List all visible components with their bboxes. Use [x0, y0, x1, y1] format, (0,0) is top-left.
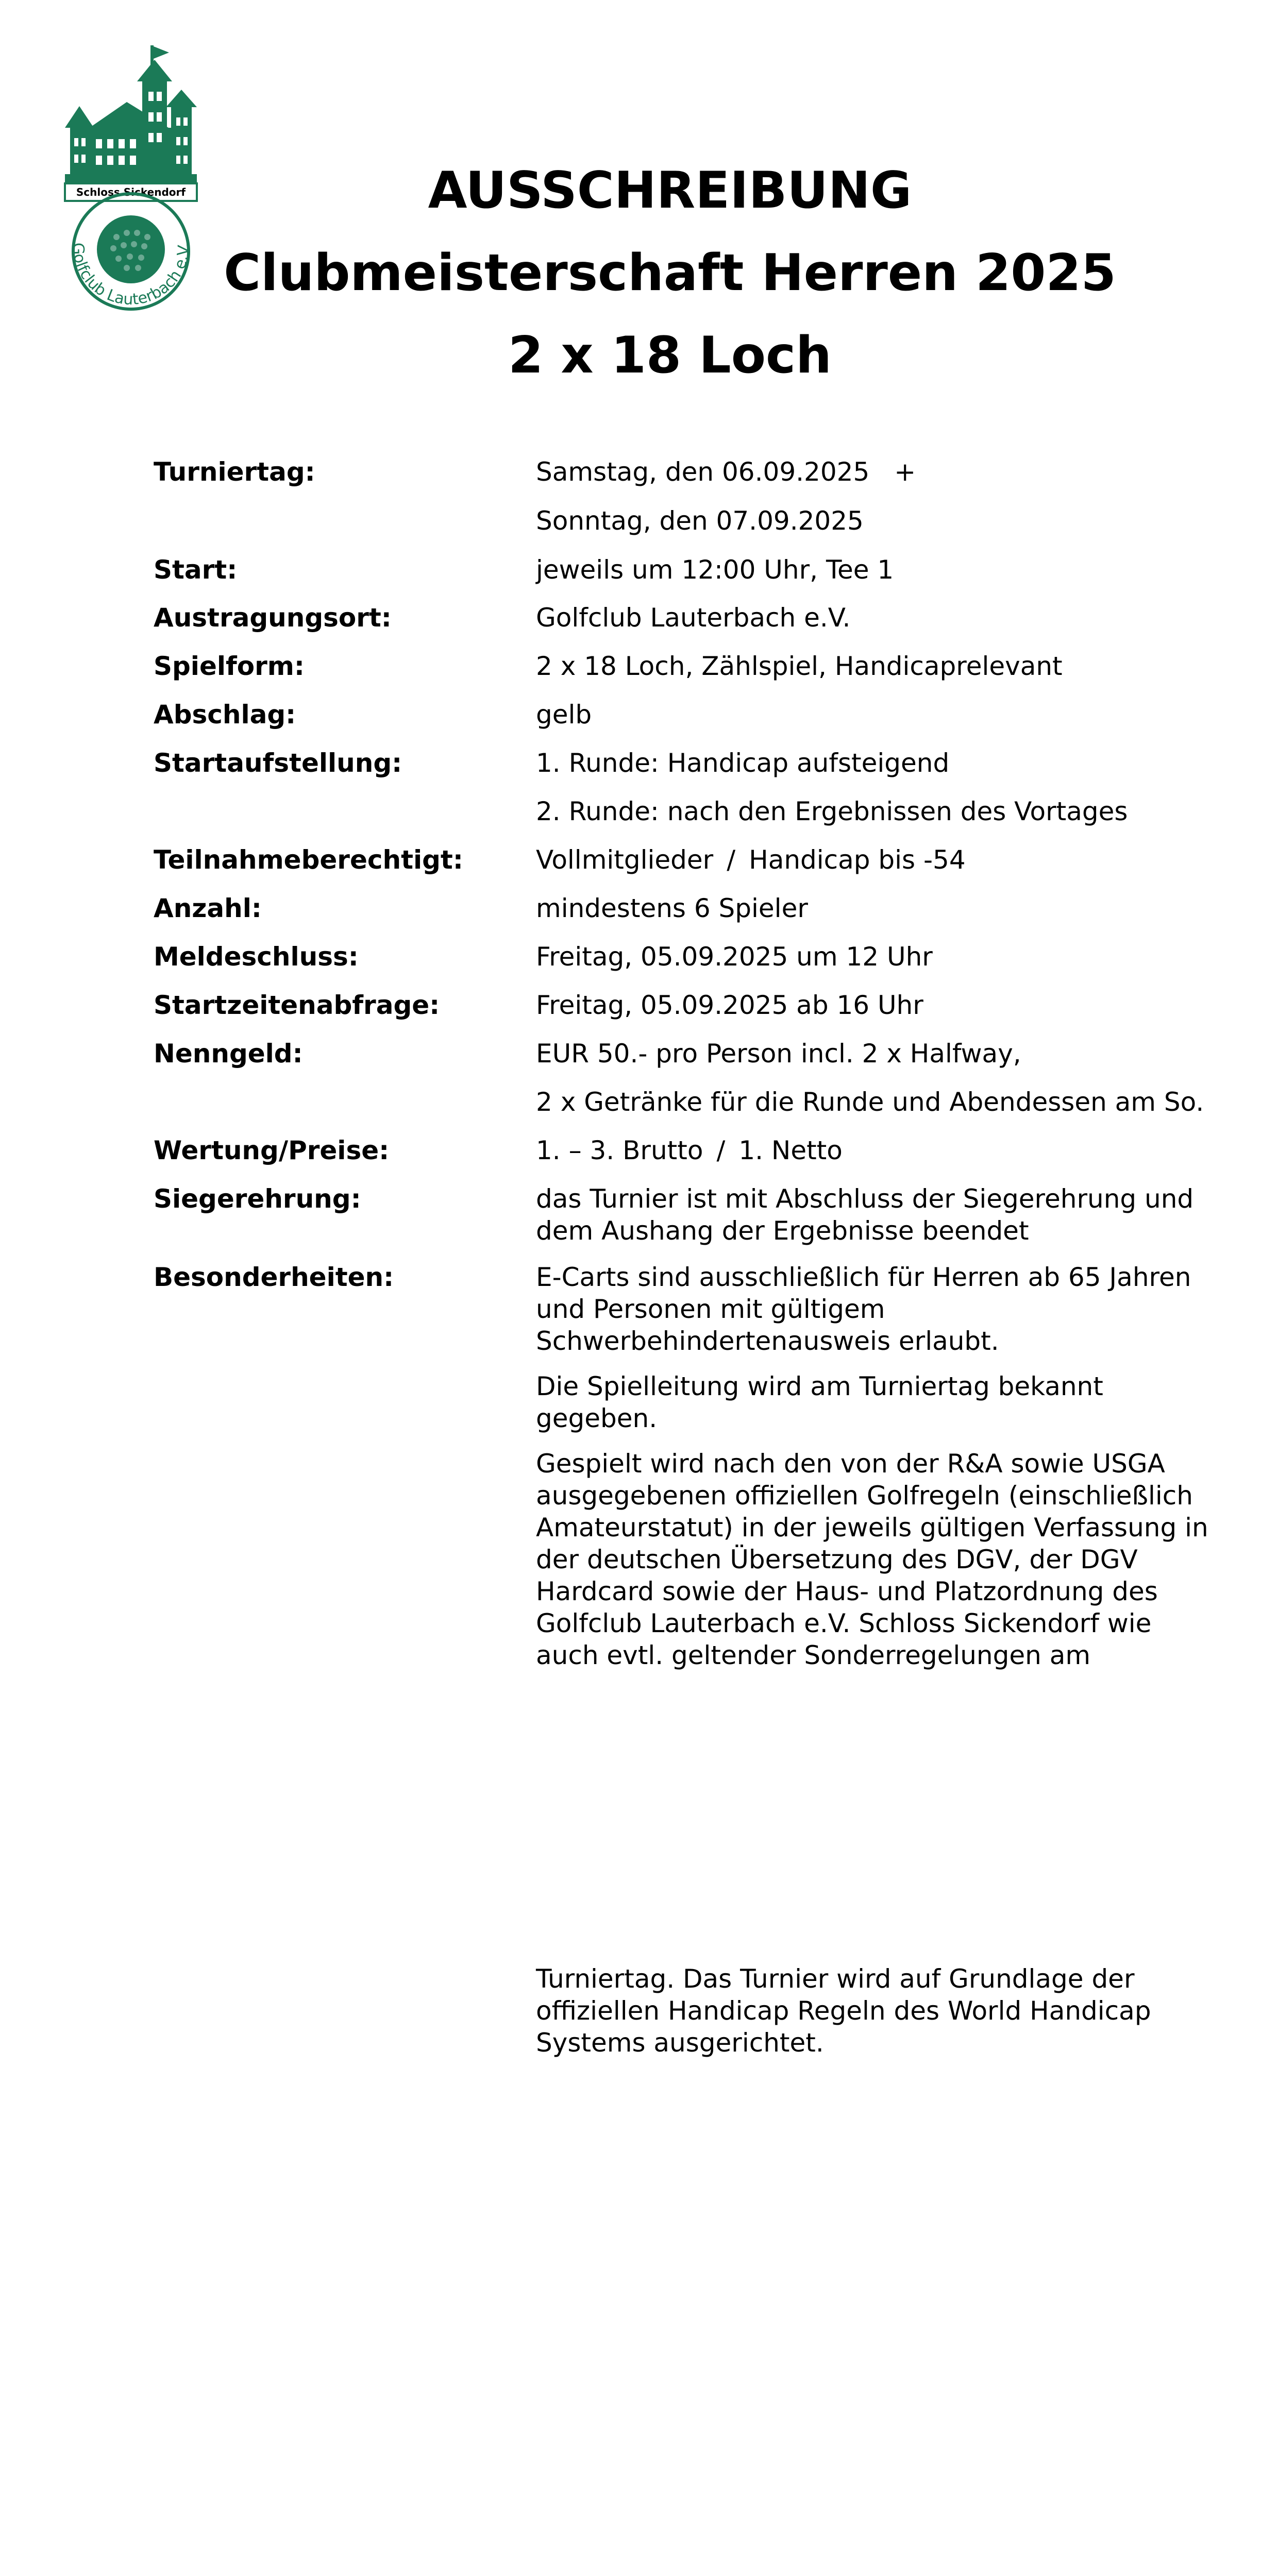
- logo-ring-text: Golfclub Lauterbach e.V.: [69, 242, 193, 309]
- value-turniertag-day2: Sonntag, den 07.09.2025: [536, 506, 864, 536]
- besonderheiten-line: Gespielt wird nach den von der R&A sowie USGA: [536, 1449, 1165, 1479]
- besonderheiten-line: und Personen mit gültigem: [536, 1294, 885, 1324]
- besonderheiten-whs: [536, 1963, 1201, 2059]
- title-ausschreibung: AUSSCHREIBUNG: [428, 161, 912, 220]
- value-teilnahme-separator: /: [727, 845, 736, 875]
- besonderheiten-line: Die Spielleitung wird am Turniertag bekannt: [536, 1371, 1103, 1401]
- value-meldeschluss: Freitag, 05.09.2025 um 12 Uhr: [536, 942, 933, 972]
- besonderheiten-golfregeln: [536, 1448, 1208, 1671]
- besonderheiten-ecarts: [536, 1261, 1201, 1357]
- value-wertung-netto: 1. Netto: [738, 1136, 843, 1165]
- besonderheiten-line: Schwerbehindertenausweis erlaubt.: [536, 1326, 999, 1356]
- label-siegerehrung: Siegerehrung:: [154, 1184, 361, 1214]
- label-teilnahmeberechtigt: Teilnahmeberechtigt:: [154, 845, 463, 875]
- label-startzeitenabfrage: Startzeitenabfrage:: [154, 990, 440, 1020]
- golf-ball-icon: [97, 215, 165, 283]
- document-title: [196, 149, 1144, 397]
- label-meldeschluss: Meldeschluss:: [154, 942, 359, 972]
- besonderheiten-line: gegeben.: [536, 1403, 658, 1433]
- value-austragungsort: Golfclub Lauterbach e.V.: [536, 603, 851, 633]
- besonderheiten-line: ausgegebenen offiziellen Golfregeln (einschließlich: [536, 1481, 1193, 1511]
- besonderheiten-line: auch evtl. geltender Sonderregelungen am: [536, 1640, 1091, 1670]
- value-wertung-brutto: 1. – 3. Brutto: [536, 1136, 703, 1165]
- value-nenngeld-line2: 2 x Getränke für die Runde und Abendessen am So.: [536, 1087, 1204, 1117]
- besonderheiten-line: Amateurstatut) in der jeweils gültigen Verfassung in: [536, 1513, 1208, 1543]
- besonderheiten-line: Hardcard sowie der Haus- und Platzordnung des: [536, 1577, 1158, 1606]
- value-teilnahme-handicap: Handicap bis -54: [749, 845, 966, 875]
- besonderheiten-line: offiziellen Handicap Regeln des World Handicap: [536, 1996, 1151, 2026]
- besonderheiten-line: Golfclub Lauterbach e.V. Schloss Sickendorf wie: [536, 1608, 1152, 1638]
- siegerehrung-line: dem Aushang der Ergebnisse beendet: [536, 1216, 1029, 1246]
- value-wertung-separator: /: [716, 1136, 726, 1165]
- label-nenngeld: Nenngeld:: [154, 1039, 303, 1069]
- label-abschlag: Abschlag:: [154, 700, 296, 730]
- title-event: Clubmeisterschaft Herren 2025: [224, 244, 1116, 302]
- siegerehrung-line: das Turnier ist mit Abschluss der Siegerehrung und: [536, 1184, 1194, 1214]
- label-start: Start:: [154, 555, 238, 585]
- logo-banner-text: Schloss Sickendorf: [76, 186, 186, 198]
- value-siegerehrung: [536, 1183, 1201, 1247]
- club-logo: [49, 45, 214, 313]
- value-teilnahme-mitglieder: Vollmitglieder: [536, 845, 714, 875]
- value-nenngeld-line1: EUR 50.- pro Person incl. 2 x Halfway,: [536, 1039, 1021, 1069]
- title-format: 2 x 18 Loch: [508, 326, 832, 385]
- label-turniertag: Turniertag:: [154, 457, 315, 487]
- label-besonderheiten: Besonderheiten:: [154, 1262, 394, 1292]
- label-wertung: Wertung/Preise:: [154, 1136, 390, 1165]
- value-turniertag-plus: +: [894, 457, 916, 487]
- besonderheiten-line: der deutschen Übersetzung des DGV, der DGV: [536, 1545, 1138, 1574]
- value-anzahl: mindestens 6 Spieler: [536, 893, 808, 923]
- value-spielform: 2 x 18 Loch, Zählspiel, Handicaprelevant: [536, 651, 1063, 681]
- value-start: jeweils um 12:00 Uhr, Tee 1: [536, 555, 894, 585]
- castle-golfball-emblem: [49, 45, 214, 313]
- value-startaufstellung-runde2: 2. Runde: nach den Ergebnissen des Vortages: [536, 796, 1128, 826]
- value-startzeitenabfrage: Freitag, 05.09.2025 ab 16 Uhr: [536, 990, 923, 1020]
- label-austragungsort: Austragungsort:: [154, 603, 392, 633]
- value-startaufstellung-runde1: 1. Runde: Handicap aufsteigend: [536, 748, 950, 778]
- value-abschlag: gelb: [536, 700, 592, 730]
- label-anzahl: Anzahl:: [154, 893, 262, 923]
- value-turniertag-day1: Samstag, den 06.09.2025: [536, 457, 870, 487]
- besonderheiten-line: Turniertag. Das Turnier wird auf Grundlage der: [536, 1964, 1135, 1994]
- besonderheiten-spielleitung: [536, 1370, 1201, 1434]
- besonderheiten-line: E-Carts sind ausschließlich für Herren ab 65 Jahren: [536, 1262, 1191, 1292]
- label-spielform: Spielform:: [154, 651, 305, 681]
- label-startaufstellung: Startaufstellung:: [154, 748, 402, 778]
- besonderheiten-line: Systems ausgerichtet.: [536, 2028, 824, 2058]
